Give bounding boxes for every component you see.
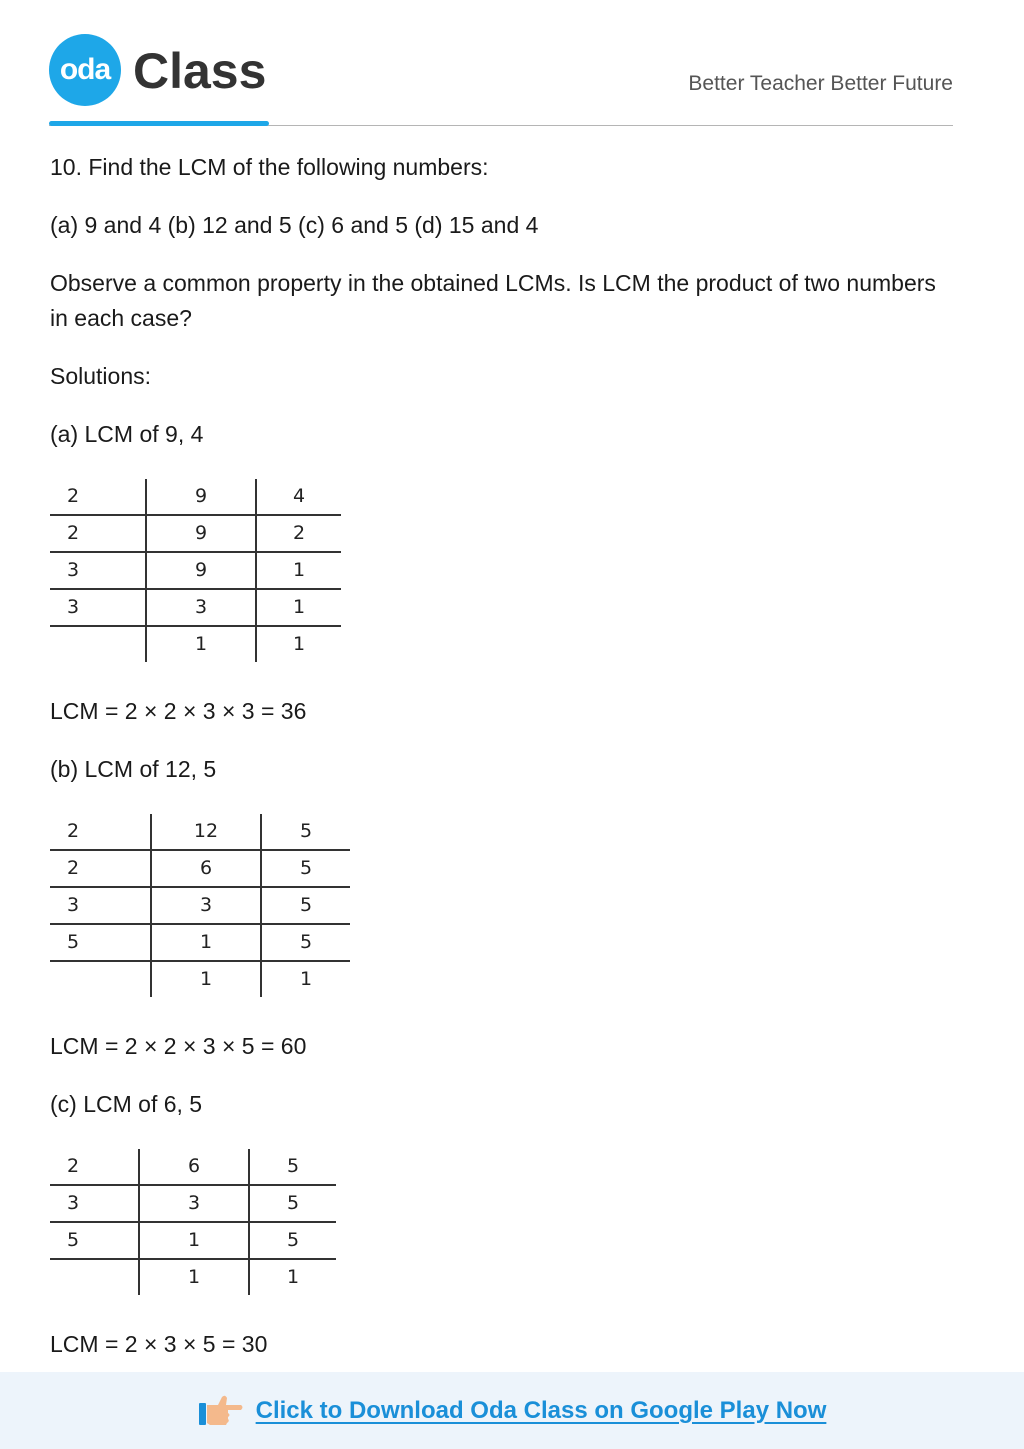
download-banner[interactable] [0,1372,1024,1449]
table-row [50,589,341,626]
divisor-cell: 2 [50,1149,139,1185]
divisor-cell: 3 [50,589,146,626]
value-cell: 5 [261,887,350,924]
divisor-cell: 3 [50,552,146,589]
value-cell: 9 [146,479,256,515]
value-cell: 1 [261,961,350,997]
tagline: Better Teacher Better Future [688,72,953,95]
logo-mark-text: oda [59,53,111,86]
divisor-cell [50,961,151,997]
division-table-b [50,814,350,997]
table-row [50,887,350,924]
solution-a-label: (a) LCM of 9, 4 [50,421,204,447]
document-body [50,150,950,1385]
solution-b-label: (b) LCM of 12, 5 [50,756,217,782]
table-row [50,479,341,515]
download-link[interactable]: Click to Download Oda Class on Google Play Now [255,1396,827,1424]
logo-wordmark[interactable]: Class [133,43,267,99]
value-cell: 5 [249,1185,336,1222]
value-cell: 12 [151,814,261,850]
divisor-cell: 2 [50,850,151,887]
divisor-cell: 2 [50,515,146,552]
solution-c-result: LCM = 2 × 3 × 5 = 30 [50,1331,268,1357]
solution-c-label: (c) LCM of 6, 5 [50,1091,203,1117]
table-row [50,850,350,887]
divisor-cell: 2 [50,479,146,515]
value-cell: 1 [146,626,256,662]
divisor-cell: 2 [50,814,151,850]
solution-b-result: LCM = 2 × 2 × 3 × 5 = 60 [50,1033,307,1059]
value-cell: 1 [256,626,341,662]
value-cell: 6 [139,1149,249,1185]
division-table-c [50,1149,336,1295]
table-row [50,1185,336,1222]
value-cell: 3 [151,887,261,924]
question-observe: Observe a common property in the obtained LCMs. Is LCM the product of two numbers in each case? [50,270,936,331]
value-cell: 5 [261,814,350,850]
value-cell: 1 [256,589,341,626]
oda-logo-mark[interactable] [49,34,121,106]
value-cell: 1 [151,961,261,997]
value-cell: 5 [261,924,350,961]
solutions-heading: Solutions: [50,363,152,389]
question-title: 10. Find the LCM of the following numbers: [50,154,489,180]
table-row [50,814,350,850]
divisor-cell [50,626,146,662]
table-row [50,552,341,589]
value-cell: 2 [256,515,341,552]
value-cell: 1 [151,924,261,961]
value-cell: 9 [146,515,256,552]
table-row [50,924,350,961]
table-row [50,1259,336,1295]
header-accent-bar [49,121,269,126]
division-table-a [50,479,341,662]
value-cell: 4 [256,479,341,515]
value-cell: 5 [261,850,350,887]
solution-a-result: LCM = 2 × 2 × 3 × 3 = 36 [50,698,307,724]
value-cell: 3 [139,1185,249,1222]
value-cell: 3 [146,589,256,626]
value-cell: 1 [256,552,341,589]
value-cell: 6 [151,850,261,887]
table-row [50,515,341,552]
value-cell: 1 [249,1259,336,1295]
table-row [50,1222,336,1259]
divisor-cell: 5 [50,1222,139,1259]
table-row [50,1149,336,1185]
value-cell: 5 [249,1149,336,1185]
divisor-cell: 3 [50,1185,139,1222]
header [0,0,1024,130]
value-cell: 1 [139,1259,249,1295]
value-cell: 1 [139,1222,249,1259]
divisor-cell: 3 [50,887,151,924]
table-row [50,626,341,662]
question-parts: (a) 9 and 4 (b) 12 and 5 (c) 6 and 5 (d) 15 and 4 [50,212,539,238]
divisor-cell [50,1259,139,1295]
divisor-cell: 5 [50,924,151,961]
table-row [50,961,350,997]
value-cell: 9 [146,552,256,589]
value-cell: 5 [249,1222,336,1259]
pointing-hand-icon [198,1391,244,1431]
